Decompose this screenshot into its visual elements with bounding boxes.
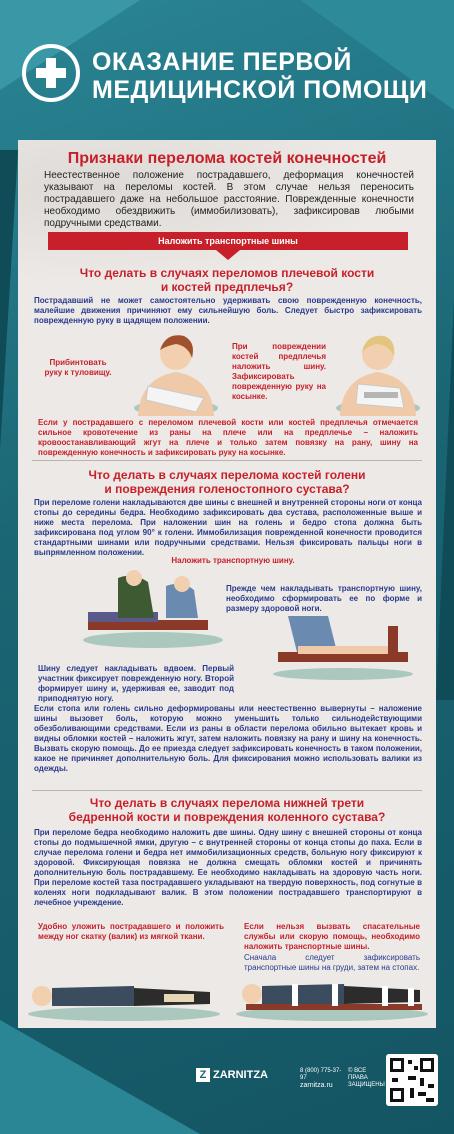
footer-rights-line1: © ВСЕ ПРАВА — [348, 1068, 368, 1081]
section2-text: При переломе голени накладываются две шины с внешней и внутренней стороны ноги от конца стопы до середины бедра. Необходимо зафиксировать два сустава, расположенные выше и ниже места перелома. При наложении шин на голень и бедро стопа должна быть зафиксирована под углом 90° к голени. Иммобилизация поврежденной конечности проводится стандартными шинами или подручными средствами. Нельзя фиксировать пальцы ноги в выпрямленном положении. — [34, 498, 422, 557]
section1-heading-line1: Что делать в случаях переломов плечевой кости — [79, 266, 375, 280]
section2-label-left: Шину следует накладывать вдвоем. Первый участник фиксирует поврежденную ногу. Второй формирует шину и, удерживая ее, заводит под приподнятую ногу. — [38, 664, 234, 703]
footer-rights — [348, 1068, 384, 1089]
section1-heading — [18, 266, 436, 294]
footer-phone: 8 (800) 775-37-97 — [300, 1068, 342, 1081]
arm-bandage-illustration — [126, 328, 226, 416]
section1-label-left-line1: Прибинтовать — [49, 358, 107, 367]
divider — [32, 790, 422, 791]
intro-text: Неестественное положение пострадавшего, деформация конечностей указывают на переломы костей. В этом случае нельзя переносить пострадавшего даже на небольшое расстояние. Поврежденные конечности необходимо обездвижить (иммобилизовать), зафиксировав любыми подручными средствами. — [44, 170, 414, 229]
page-title — [92, 48, 442, 104]
section1-note: Если у пострадавшего с переломом плечевой кости или костей предплечья отмечается сильное кровотечение из раны на плече или на предплечье – наложить кровоостанавливающий жгут на плече и только затем повязку на рану, шину на поврежденную конечность и зафиксировать руку на косынке. — [38, 418, 418, 457]
footer-contacts — [300, 1068, 344, 1089]
brand-logo — [196, 1068, 268, 1082]
section1-text: Пострадавший не может самостоятельно удерживать свою поврежденную конечность, малейшие движения причиняют ему сильнейшую боль. Следует быстро зафиксировать поврежденную руку в щадящем положении. — [34, 296, 422, 325]
section1-label-right: При повреждении костей предплечья наложить шину. Зафиксировать поврежденную руку на косынке. — [232, 342, 326, 401]
section1-label-left-line2: руку к туловищу. — [44, 368, 112, 377]
decor-triangle — [0, 150, 18, 450]
section3-text: При переломе бедра необходимо наложить две шины. Одну шину с внешней стороны от конца стопы до подмышечной ямки, другую – с внутренней стороны от конца стопы до паха. Если в случае перелома голени и бедра нет иммобилизационных средств, больную ногу фиксируют к здоровой. Фиксирующая повязка не должна смещать обломки костей и причинять дополнительную боль пострадавшему. Ее необходимо накладывать на здоровую часть ноги. При переломе костей таза пострадавшего укладывают на твердую поверхность, под согнутые в коленях ноги подкладывают валик. В этом положении пострадавшего транспортируют в лечебное учреждение. — [34, 828, 422, 907]
section3-label-left: Удобно уложить пострадавшего и положить между ног скатку (валик) из мягкой ткани. — [38, 922, 224, 941]
section3-heading — [18, 796, 436, 824]
banner-arrow-icon — [216, 250, 240, 260]
leg-splint-illustration-2 — [268, 616, 418, 680]
footer-site: zarnitza.ru — [300, 1082, 333, 1089]
leg-splint-illustration-1 — [78, 568, 228, 648]
decor-triangle — [0, 1020, 200, 1134]
section2-label-top: Наложить транспортную шину. — [171, 556, 295, 565]
section3-label-right-blue: Сначала следует зафиксировать транспортные шины на груди, затем на стопах. — [244, 953, 420, 972]
section2-label-right: Прежде чем накладывать транспортную шину, необходимо сформировать ее по форме и размеру здоровой ноги. — [226, 584, 422, 613]
header — [0, 0, 454, 140]
section1-label-left — [38, 358, 118, 378]
title-line-2: МЕДИЦИНСКОЙ ПОМОЩИ — [92, 76, 428, 104]
section3-heading-line2: бедренной кости и повреждения коленного сустава? — [68, 810, 386, 824]
divider — [32, 460, 422, 461]
zarnitza-logo-icon: Z — [196, 1068, 210, 1082]
decor-triangle — [436, 300, 454, 700]
main-heading: Признаки перелома костей конечностей — [67, 150, 387, 167]
content-panel — [18, 140, 436, 1028]
lying-person-illustration-1 — [24, 966, 224, 1022]
title-line-1: ОКАЗАНИЕ ПЕРВОЙ — [92, 48, 352, 76]
section2-heading — [18, 468, 436, 496]
section3-label-right-red: Если нельзя вызвать спасательные службы или скорую помощь, необходимо наложить транспортные шины. — [244, 922, 420, 951]
brand-name: ZARNITZA — [213, 1069, 268, 1081]
section2-heading-line2: и повреждения голеностопного сустава? — [104, 482, 350, 496]
section2-heading-line1: Что делать в случаях перелома костей голени — [88, 468, 366, 482]
footer-rights-line2: ЗАЩИЩЕНЫ — [348, 1082, 385, 1088]
section1-heading-line2: и костей предплечья? — [160, 280, 294, 294]
section3-heading-line1: Что делать в случаях перелома нижней трети — [89, 796, 365, 810]
splint-banner: Наложить транспортные шины — [48, 232, 408, 250]
forearm-splint-illustration — [328, 328, 428, 416]
lying-person-illustration-2 — [232, 966, 432, 1022]
section2-note: Если стопа или голень сильно деформированы или неестественно вывернуты – наложение шины вызовет боль, которую можно уменьшить только сильнодействующими обезболивающими средствами. Если из раны в области перелома обильно вытекает кровь и видны обломки костей – наложить жгут, затем наложить повязку на рану и шину на конечность. Вызвать скорую помощь. До ее приезда следует зафиксировать конечность в таком положении, какое не причиняет дополнительную боль. Для фиксирования можно использовать валики из одежды. — [34, 704, 422, 773]
qr-code-icon — [386, 1054, 438, 1106]
medical-cross-icon — [22, 44, 80, 102]
